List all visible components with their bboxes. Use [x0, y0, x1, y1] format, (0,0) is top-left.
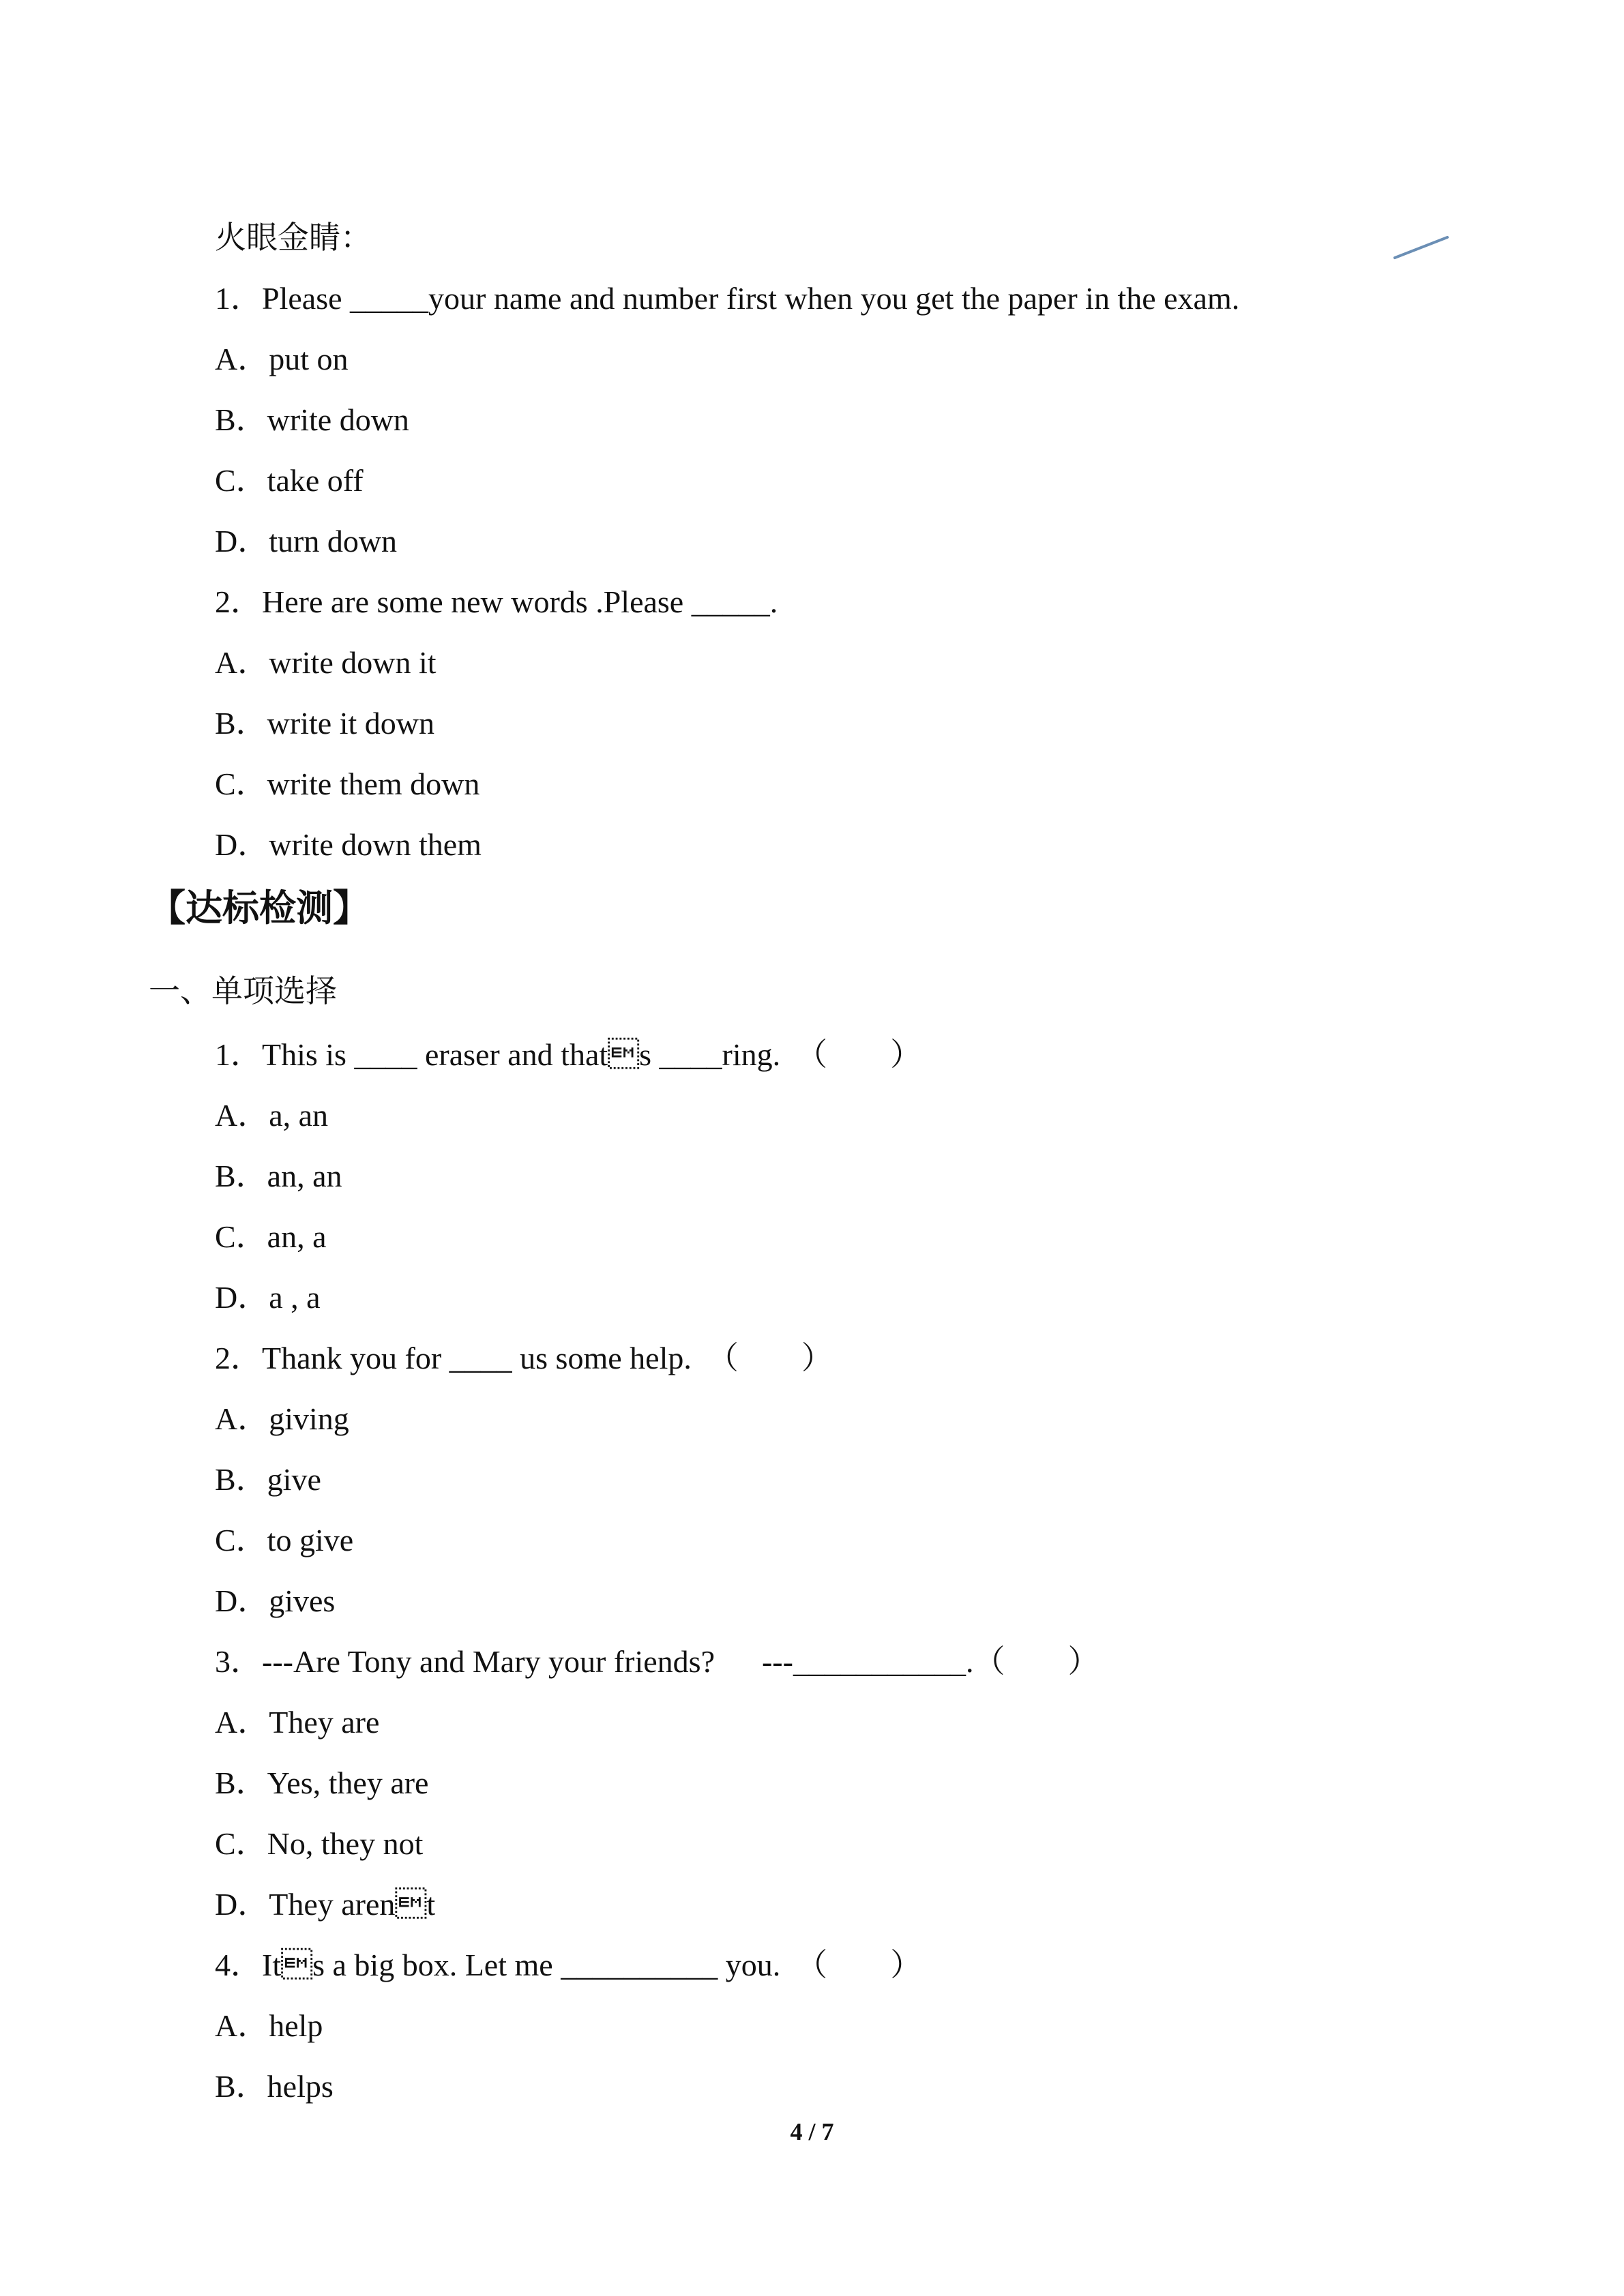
warmup-q2-option-a: A．write down it — [215, 645, 437, 680]
question-3-option-d: D．They arent — [215, 1887, 436, 1922]
intro-label: 火眼金睛： — [215, 219, 372, 256]
warmup-q1-option-b: B．write down — [215, 402, 409, 437]
question-4-option-a: A．help — [215, 2008, 323, 2043]
warmup-q1-option-a: A．put on — [215, 342, 349, 376]
section-title: 【达标检测】 — [149, 886, 370, 929]
question-3-option-c: C．No, they not — [215, 1826, 424, 1861]
question-2-option-c: C．to give — [215, 1523, 354, 1557]
question-3: 3．---Are Tony and Mary your friends? ---___________.（ ） — [215, 1644, 1099, 1679]
question-4-option-b: B．helps — [215, 2069, 334, 2104]
page-number: 4 / 7 — [790, 2118, 834, 2145]
warmup-q2-option-c: C．write them down — [215, 766, 480, 801]
warmup-q2-option-d: D．write down them — [215, 827, 482, 862]
question-1-option-a: A．a, an — [215, 1098, 329, 1133]
warmup-q1-option-d: D．turn down — [215, 524, 398, 558]
question-4: 4．Its a big box. Let me __________ you. （ ） — [215, 1948, 922, 1982]
question-2: 2．Thank you for ____ us some help. （ ） — [215, 1341, 833, 1375]
warmup-q1-option-c: C．take off — [215, 463, 364, 498]
question-1: 1．This is ____ eraser and thats ____ring. （ ） — [215, 1037, 922, 1072]
question-3-option-a: A．They are — [215, 1705, 380, 1740]
question-2-option-d: D．gives — [215, 1583, 336, 1618]
question-3-option-b: B．Yes, they are — [215, 1765, 429, 1800]
warmup-q2-option-b: B．write it down — [215, 706, 434, 741]
question-1-option-c: C．an, a — [215, 1219, 327, 1254]
warmup-question-2: 2．Here are some new words .Please _____. — [215, 584, 778, 619]
question-1-option-b: B．an, an — [215, 1159, 342, 1193]
pen-stroke-mark — [1391, 232, 1453, 266]
part-title: 一、单项选择 — [149, 972, 337, 1009]
question-2-option-a: A．giving — [215, 1401, 349, 1436]
question-2-option-b: B．give — [215, 1462, 321, 1497]
warmup-question-1: 1．Please _____your name and number first when you get the paper in the exam. — [215, 281, 1240, 316]
question-1-option-d: D．a , a — [215, 1280, 321, 1315]
